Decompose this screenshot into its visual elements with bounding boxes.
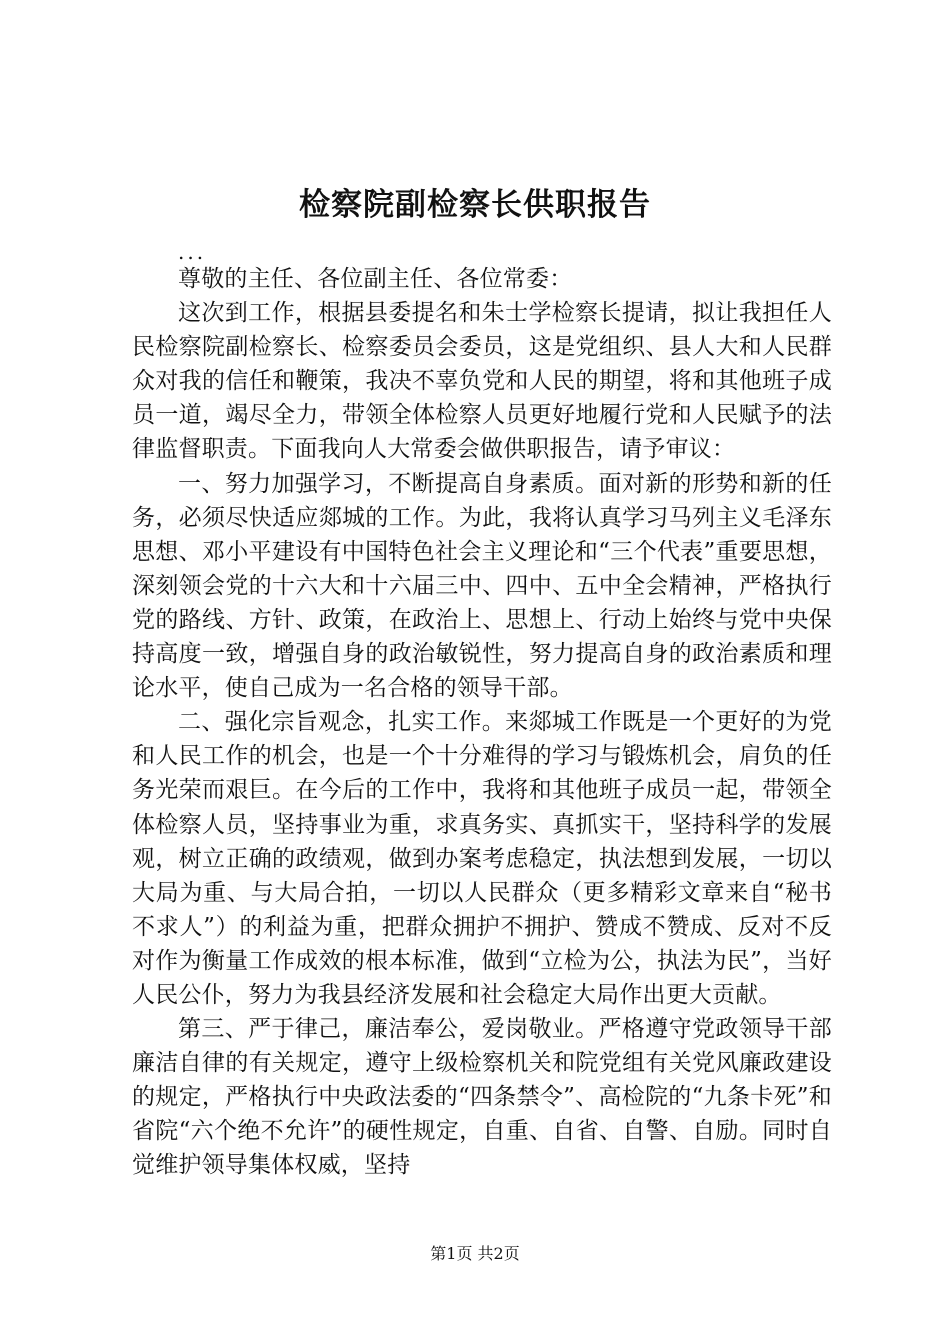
section-2-paragraph: 二、强化宗旨观念，扎实工作。来郯城工作既是一个更好的为党和人民工作的机会，也是一个十分难得的学习与锻炼机会，肩负的任务光荣而艰巨。在今后的工作中，我将和其他班子成员一起，带领全体检察人员，坚持事业为重，求真务实、真抓实干，坚持科学的发展观，树立正确的政绩观，做到办案考虑稳定，执法想到发展，一切以大局为重、与大局合拍，一切以人民群众（更多精彩文章来自“秘书不求人”）的利益为重，把群众拥护不拥护、赞成不赞成、反对不反对作为衡量工作成效的根本标准，做到“立检为公，执法为民”，当好人民公仆，努力为我县经济发展和社会稳定大局作出更大贡献。: [132, 709, 832, 1008]
intro-paragraph: 这次到工作，根据县委提名和朱士学检察长提请，拟让我担任人民检察院副检察长、检察委员会委员，这是党组织、县人大和人民群众对我的信任和鞭策，我决不辜负党和人民的期望，将和其他班子成员一道，竭尽全力，带领全体检察人员更好地履行党和人民赋予的法律监督职责。下面我向人大常委会做供职报告，请予审议：: [132, 300, 832, 463]
salutation-paragraph: 尊敬的主任、各位副主任、各位常委：: [178, 266, 573, 292]
page-number-footer: 第1页 共2页: [430, 1244, 520, 1263]
section-3-paragraph: 第三、严于律己，廉洁奉公，爱岗敬业。严格遵守党政领导干部廉洁自律的有关规定，遵守上级检察机关和院党组有关党风廉政建设的规定，严格执行中央政法委的“四条禁令”、高检院的“九条卡死”和省院“六个绝不允许”的硬性规定，自重、自省、自警、自励。同时自觉维护领导集体权威，坚持: [132, 1016, 832, 1179]
document-title: 检察院副检察长供职报告: [299, 187, 651, 223]
ellipsis-mark: ...: [178, 240, 207, 264]
section-1-paragraph: 一、努力加强学习，不断提高自身素质。面对新的形势和新的任务，必须尽快适应郯城的工作。为此，我将认真学习马列主义毛泽东思想、邓小平建设有中国特色社会主义理论和“三个代表”重要思想，深刻领会党的十六大和十六届三中、四中、五中全会精神，严格执行党的路线、方针、政策，在政治上、思想上、行动上始终与党中央保持高度一致，增强自身的政治敏锐性，努力提高自身的政治素质和理论水平，使自己成为一名合格的领导干部。: [132, 470, 832, 702]
document-body: [132, 262, 832, 1183]
